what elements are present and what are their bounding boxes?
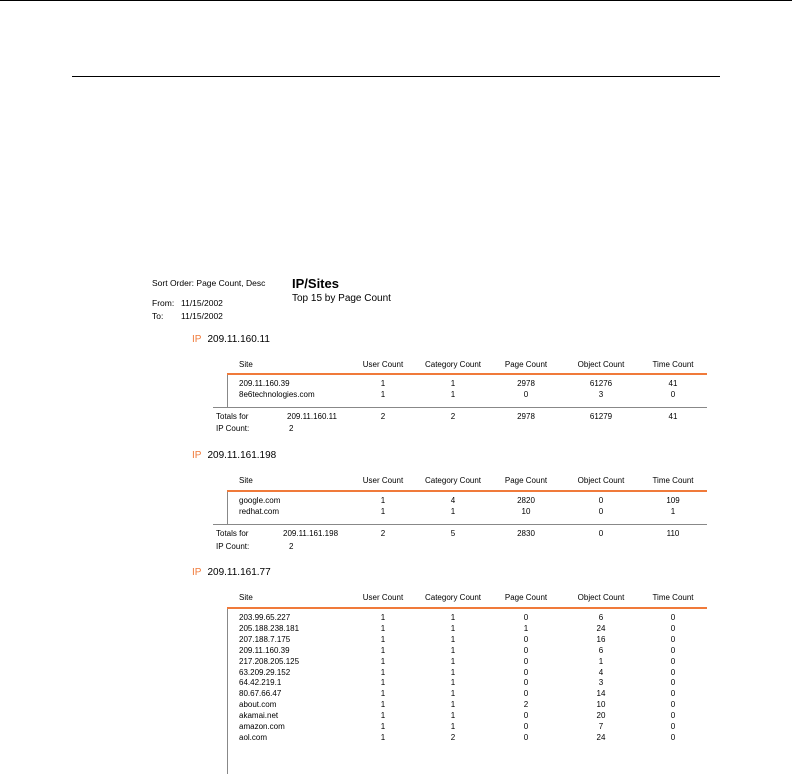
col-time-count: Time Count (652, 360, 694, 369)
row-object-count: 24 (596, 623, 606, 633)
row-user-count: 1 (380, 678, 386, 688)
table-row (0, 722, 792, 733)
row-page-count: 2 (523, 700, 529, 710)
col-object-count: Object Count (577, 360, 625, 369)
ip-count-label: IP Count: (216, 424, 250, 433)
row-page-count: 10 (521, 506, 531, 516)
table-row (0, 711, 792, 722)
from-date: 11/15/2002 (181, 298, 223, 308)
col-user-count: User Count (362, 360, 404, 369)
row-object-count: 10 (596, 700, 606, 710)
table-row (0, 657, 792, 668)
table-row (0, 646, 792, 657)
row-site: 8e6technologies.com (239, 389, 315, 399)
row-user-count: 1 (380, 732, 386, 742)
table-row (0, 613, 792, 624)
col-object-count: Object Count (577, 593, 625, 602)
row-site: akamai.net (239, 711, 279, 721)
ip-count-value: 2 (289, 424, 294, 433)
totals-page-count: 2978 (517, 412, 535, 421)
row-object-count: 14 (596, 689, 606, 699)
row-user-count: 1 (380, 379, 386, 388)
row-page-count: 0 (523, 722, 529, 731)
row-category-count: 2 (450, 732, 456, 742)
table-row (0, 668, 792, 679)
header-underline (227, 373, 707, 375)
table-row (0, 624, 792, 635)
row-object-count: 16 (596, 634, 606, 644)
table-row (0, 507, 792, 518)
row-category-count: 1 (450, 711, 456, 721)
column-header-row (0, 360, 792, 371)
table-row (0, 390, 792, 401)
row-time-count: 0 (670, 645, 676, 655)
col-time-count: Time Count (652, 476, 694, 485)
header-underline (227, 607, 707, 609)
col-time-count: Time Count (652, 593, 694, 602)
row-user-count: 1 (380, 613, 386, 622)
row-page-count: 0 (523, 613, 529, 622)
header-rule (72, 76, 720, 77)
row-site: 217.208.205.125 (239, 656, 300, 666)
totals-category-count: 5 (450, 529, 456, 538)
row-time-count: 0 (670, 634, 676, 644)
row-category-count: 1 (450, 722, 456, 731)
totals-rule (213, 407, 707, 408)
row-time-count: 0 (670, 656, 676, 666)
row-site: 80.67.66.47 (239, 689, 282, 699)
row-site: redhat.com (239, 506, 280, 516)
totals-ip: 209.11.160.11 (287, 412, 337, 421)
row-category-count: 1 (450, 506, 456, 516)
ip-group-header (192, 567, 271, 578)
column-header-row (0, 476, 792, 487)
row-site: 203.99.65.227 (239, 613, 291, 622)
col-site: Site (239, 476, 253, 485)
row-user-count: 1 (380, 700, 386, 710)
row-site: amazon.com (239, 722, 285, 731)
row-time-count: 0 (670, 689, 676, 699)
row-page-count: 0 (523, 634, 529, 644)
table-row (0, 678, 792, 689)
row-category-count: 1 (450, 656, 456, 666)
table-row (0, 379, 792, 390)
row-time-count: 1 (670, 506, 676, 516)
totals-page-count: 2830 (517, 529, 535, 538)
row-object-count: 4 (598, 667, 604, 677)
row-category-count: 1 (450, 379, 456, 388)
ip-group-header (192, 334, 270, 345)
row-category-count: 4 (450, 496, 456, 505)
col-site: Site (239, 593, 253, 602)
col-page-count: Page Count (504, 593, 548, 602)
row-page-count: 0 (523, 711, 529, 721)
totals-time-count: 41 (668, 412, 678, 421)
row-object-count: 0 (598, 496, 604, 505)
ip-key: IP (192, 334, 202, 345)
row-object-count: 1 (598, 656, 604, 666)
row-category-count: 1 (450, 613, 456, 622)
row-category-count: 1 (450, 689, 456, 699)
row-category-count: 1 (450, 645, 456, 655)
ip-key: IP (192, 567, 202, 578)
col-category-count: Category Count (424, 476, 482, 485)
to-label: To: (152, 311, 164, 321)
col-page-count: Page Count (504, 360, 548, 369)
row-site: 63.209.29.152 (239, 667, 291, 677)
row-page-count: 0 (523, 732, 529, 742)
ip-address: 209.11.161.77 (207, 567, 271, 578)
row-user-count: 1 (380, 667, 386, 677)
row-page-count: 0 (523, 389, 529, 399)
totals-label: Totals for (216, 412, 249, 421)
row-user-count: 1 (380, 634, 386, 644)
row-object-count: 3 (598, 678, 604, 688)
table-row (0, 700, 792, 711)
row-category-count: 1 (450, 667, 456, 677)
row-object-count: 61276 (589, 379, 613, 388)
row-object-count: 0 (598, 506, 604, 516)
totals-category-count: 2 (450, 412, 456, 421)
row-user-count: 1 (380, 689, 386, 699)
totals-object-count: 61279 (589, 412, 613, 421)
row-user-count: 1 (380, 656, 386, 666)
row-site: about.com (239, 700, 277, 710)
row-site: google.com (239, 496, 281, 505)
ip-count-label: IP Count: (216, 542, 250, 551)
row-object-count: 6 (598, 645, 604, 655)
to-date: 11/15/2002 (181, 311, 223, 321)
report-title: IP/Sites (292, 276, 339, 291)
totals-row (0, 529, 792, 540)
row-object-count: 7 (598, 722, 604, 731)
row-site: 209.11.160.39 (239, 379, 290, 388)
totals-object-count: 0 (598, 529, 604, 538)
col-category-count: Category Count (424, 360, 482, 369)
row-category-count: 1 (450, 623, 456, 633)
row-user-count: 1 (380, 389, 386, 399)
row-user-count: 1 (380, 496, 386, 505)
totals-time-count: 110 (666, 529, 680, 538)
row-time-count: 0 (670, 613, 676, 622)
row-time-count: 0 (670, 667, 676, 677)
row-time-count: 0 (670, 678, 676, 688)
row-time-count: 0 (670, 389, 676, 399)
col-site: Site (239, 360, 253, 369)
row-object-count: 24 (596, 732, 606, 742)
table-row (0, 733, 792, 744)
row-user-count: 1 (380, 722, 386, 731)
totals-label: Totals for (216, 529, 249, 538)
col-page-count: Page Count (504, 476, 548, 485)
row-site: 209.11.160.39 (239, 645, 290, 655)
row-site: 64.42.219.1 (239, 678, 282, 688)
header-underline (227, 490, 707, 492)
row-category-count: 1 (450, 634, 456, 644)
row-site: 205.188.238.181 (239, 623, 300, 633)
totals-ip: 209.11.161.198 (283, 529, 339, 538)
col-user-count: User Count (362, 593, 404, 602)
table-row (0, 689, 792, 700)
report-subtitle: Top 15 by Page Count (292, 293, 391, 304)
row-time-count: 0 (670, 711, 676, 721)
col-object-count: Object Count (577, 476, 625, 485)
row-site: 207.188.7.175 (239, 634, 291, 644)
row-page-count: 0 (523, 656, 529, 666)
row-user-count: 1 (380, 645, 386, 655)
ip-group-header (192, 450, 276, 461)
row-user-count: 1 (380, 711, 386, 721)
table-row (0, 496, 792, 507)
column-header-row (0, 593, 792, 604)
row-object-count: 6 (598, 613, 604, 622)
col-category-count: Category Count (424, 593, 482, 602)
sort-order: Sort Order: Page Count, Desc (152, 278, 266, 288)
row-page-count: 1 (523, 623, 529, 633)
row-page-count: 0 (523, 678, 529, 688)
from-label: From: (152, 298, 175, 308)
col-user-count: User Count (362, 476, 404, 485)
totals-user-count: 2 (380, 412, 386, 421)
row-category-count: 1 (450, 700, 456, 710)
row-time-count: 0 (670, 700, 676, 710)
row-page-count: 2820 (517, 496, 535, 505)
ip-address: 209.11.160.11 (207, 334, 270, 345)
row-page-count: 0 (523, 689, 529, 699)
row-object-count: 20 (596, 711, 606, 721)
ip-address: 209.11.161.198 (207, 450, 277, 461)
row-category-count: 1 (450, 678, 456, 688)
row-time-count: 0 (670, 722, 676, 731)
row-site: aol.com (239, 732, 268, 742)
totals-rule (213, 524, 707, 525)
top-border (0, 0, 792, 1)
totals-row (0, 412, 792, 423)
row-time-count: 0 (670, 732, 676, 742)
row-user-count: 1 (380, 623, 386, 633)
row-page-count: 0 (523, 645, 529, 655)
row-object-count: 3 (598, 389, 604, 399)
ip-count-value: 2 (289, 542, 294, 551)
row-time-count: 41 (668, 379, 678, 388)
row-time-count: 0 (670, 623, 676, 633)
row-time-count: 109 (666, 496, 680, 505)
row-category-count: 1 (450, 389, 456, 399)
table-row (0, 635, 792, 646)
row-user-count: 1 (380, 506, 386, 516)
row-page-count: 0 (523, 667, 529, 677)
ip-key: IP (192, 450, 202, 461)
row-page-count: 2978 (517, 379, 535, 388)
totals-user-count: 2 (380, 529, 386, 538)
